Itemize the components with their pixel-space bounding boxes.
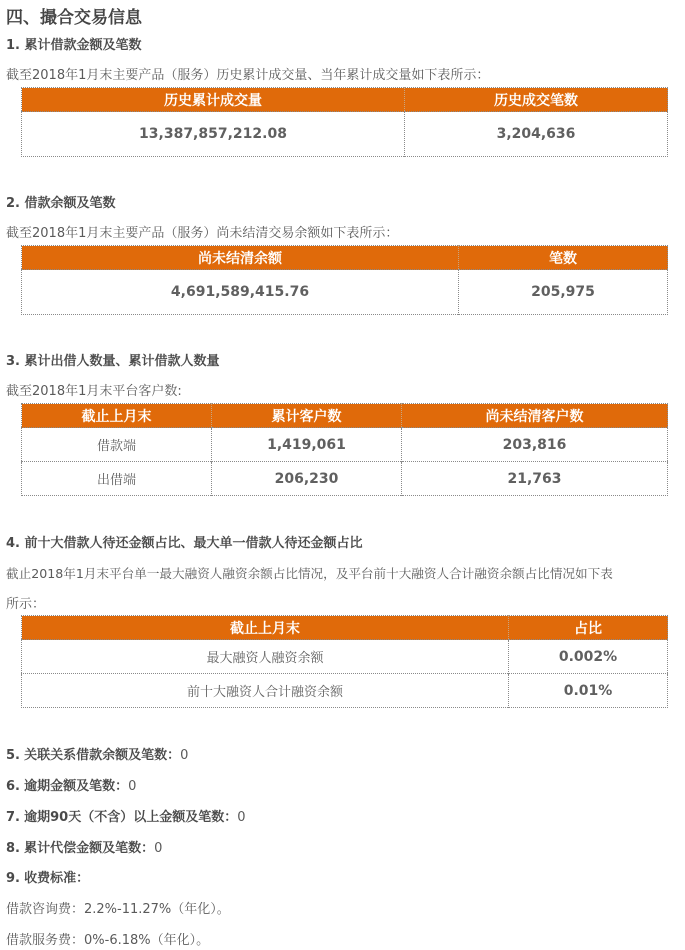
row-label: 借款端 [22, 428, 212, 462]
column-header: 累计客户数 [212, 404, 402, 428]
item-number: 5. [6, 748, 20, 763]
table-header-row [22, 246, 668, 270]
item-number: 9. [6, 871, 20, 886]
section2-heading [6, 192, 116, 211]
column-header: 截止上月末 [22, 404, 212, 428]
item-label: 累计代偿金额及笔数： [24, 841, 155, 856]
item-label: 逾期90天（不含）以上金额及笔数： [24, 810, 238, 825]
customer-count-table [21, 403, 668, 496]
item-label: 关联关系借款余额及笔数： [24, 748, 181, 763]
section3-title: 累计出借人数量、累计借款人数量 [24, 354, 220, 369]
item-number: 7. [6, 810, 20, 825]
section2-number: 2. [6, 196, 20, 211]
item-fee-standard [6, 867, 89, 886]
section4-intro-line2: 所示： [6, 597, 46, 612]
column-header: 截止上月末 [22, 616, 509, 640]
cumulative-count-value: 3,204,636 [405, 112, 668, 157]
section1-heading [6, 34, 142, 53]
section1-intro: 截至2018年1月末主要产品（服务）历史累计成交量、当年累计成交量如下表所示： [6, 68, 490, 83]
column-header: 历史成交笔数 [405, 88, 668, 112]
fee-consulting: 借款咨询费：2.2%-11.27%（年化）。 [6, 902, 230, 917]
column-header: 历史累计成交量 [22, 88, 405, 112]
table-row [22, 640, 668, 674]
item-label: 收费标准： [24, 871, 90, 886]
item-overdue-90-days [6, 806, 246, 825]
cumulative-volume-table [21, 87, 668, 157]
section2-title: 借款余额及笔数 [24, 196, 116, 211]
section4-number: 4. [6, 536, 20, 551]
row-label: 最大融资人融资余额 [22, 640, 509, 674]
item-value: 0 [180, 748, 189, 763]
outstanding-balance-table [21, 245, 668, 315]
cell-value: 21,763 [402, 462, 668, 496]
concentration-ratio-table [21, 615, 668, 708]
item-value: 0 [237, 810, 246, 825]
section1-title: 累计借款金额及笔数 [24, 38, 142, 53]
item-related-party-loans [6, 744, 188, 763]
table-row [22, 428, 668, 462]
table-row [22, 462, 668, 496]
cumulative-volume-value: 13,387,857,212.08 [22, 112, 405, 157]
table-row [22, 112, 668, 157]
section3-number: 3. [6, 354, 20, 369]
column-header: 笔数 [459, 246, 668, 270]
item-value: 0 [128, 779, 137, 794]
row-label: 前十大融资人合计融资余额 [22, 674, 509, 708]
item-number: 8. [6, 841, 20, 856]
table-header-row [22, 616, 668, 640]
section3-heading [6, 350, 220, 369]
cell-value: 0.002% [509, 640, 668, 674]
fee-service: 借款服务费：0%-6.18%（年化）。 [6, 933, 210, 948]
section2-intro: 截至2018年1月末主要产品（服务）尚未结清交易余额如下表所示： [6, 226, 399, 241]
table-row [22, 674, 668, 708]
item-compensation [6, 837, 162, 856]
outstanding-count-value: 205,975 [459, 270, 668, 315]
item-number: 6. [6, 779, 20, 794]
row-label: 出借端 [22, 462, 212, 496]
section4-heading [6, 532, 363, 551]
column-header: 尚未结清余额 [22, 246, 459, 270]
table-row [22, 270, 668, 315]
table-header-row [22, 404, 668, 428]
section3-intro: 截至2018年1月末平台客户数: [6, 384, 182, 399]
section1-number: 1. [6, 38, 20, 53]
outstanding-balance-value: 4,691,589,415.76 [22, 270, 459, 315]
cell-value: 1,419,061 [212, 428, 402, 462]
cell-value: 0.01% [509, 674, 668, 708]
column-header: 尚未结清客户数 [402, 404, 668, 428]
item-overdue [6, 775, 136, 794]
section4-title: 前十大借款人待还金额占比、最大单一借款人待还金额占比 [24, 536, 363, 551]
page-title: 四、撮合交易信息 [6, 8, 142, 28]
column-header: 占比 [509, 616, 668, 640]
cell-value: 203,816 [402, 428, 668, 462]
cell-value: 206,230 [212, 462, 402, 496]
section4-intro-line1: 截止2018年1月末平台单一最大融资人融资余额占比情况，及平台前十大融资人合计融资余额占比情况如下表 [6, 566, 613, 581]
item-label: 逾期金额及笔数： [24, 779, 129, 794]
table-header-row [22, 88, 668, 112]
item-value: 0 [154, 841, 163, 856]
